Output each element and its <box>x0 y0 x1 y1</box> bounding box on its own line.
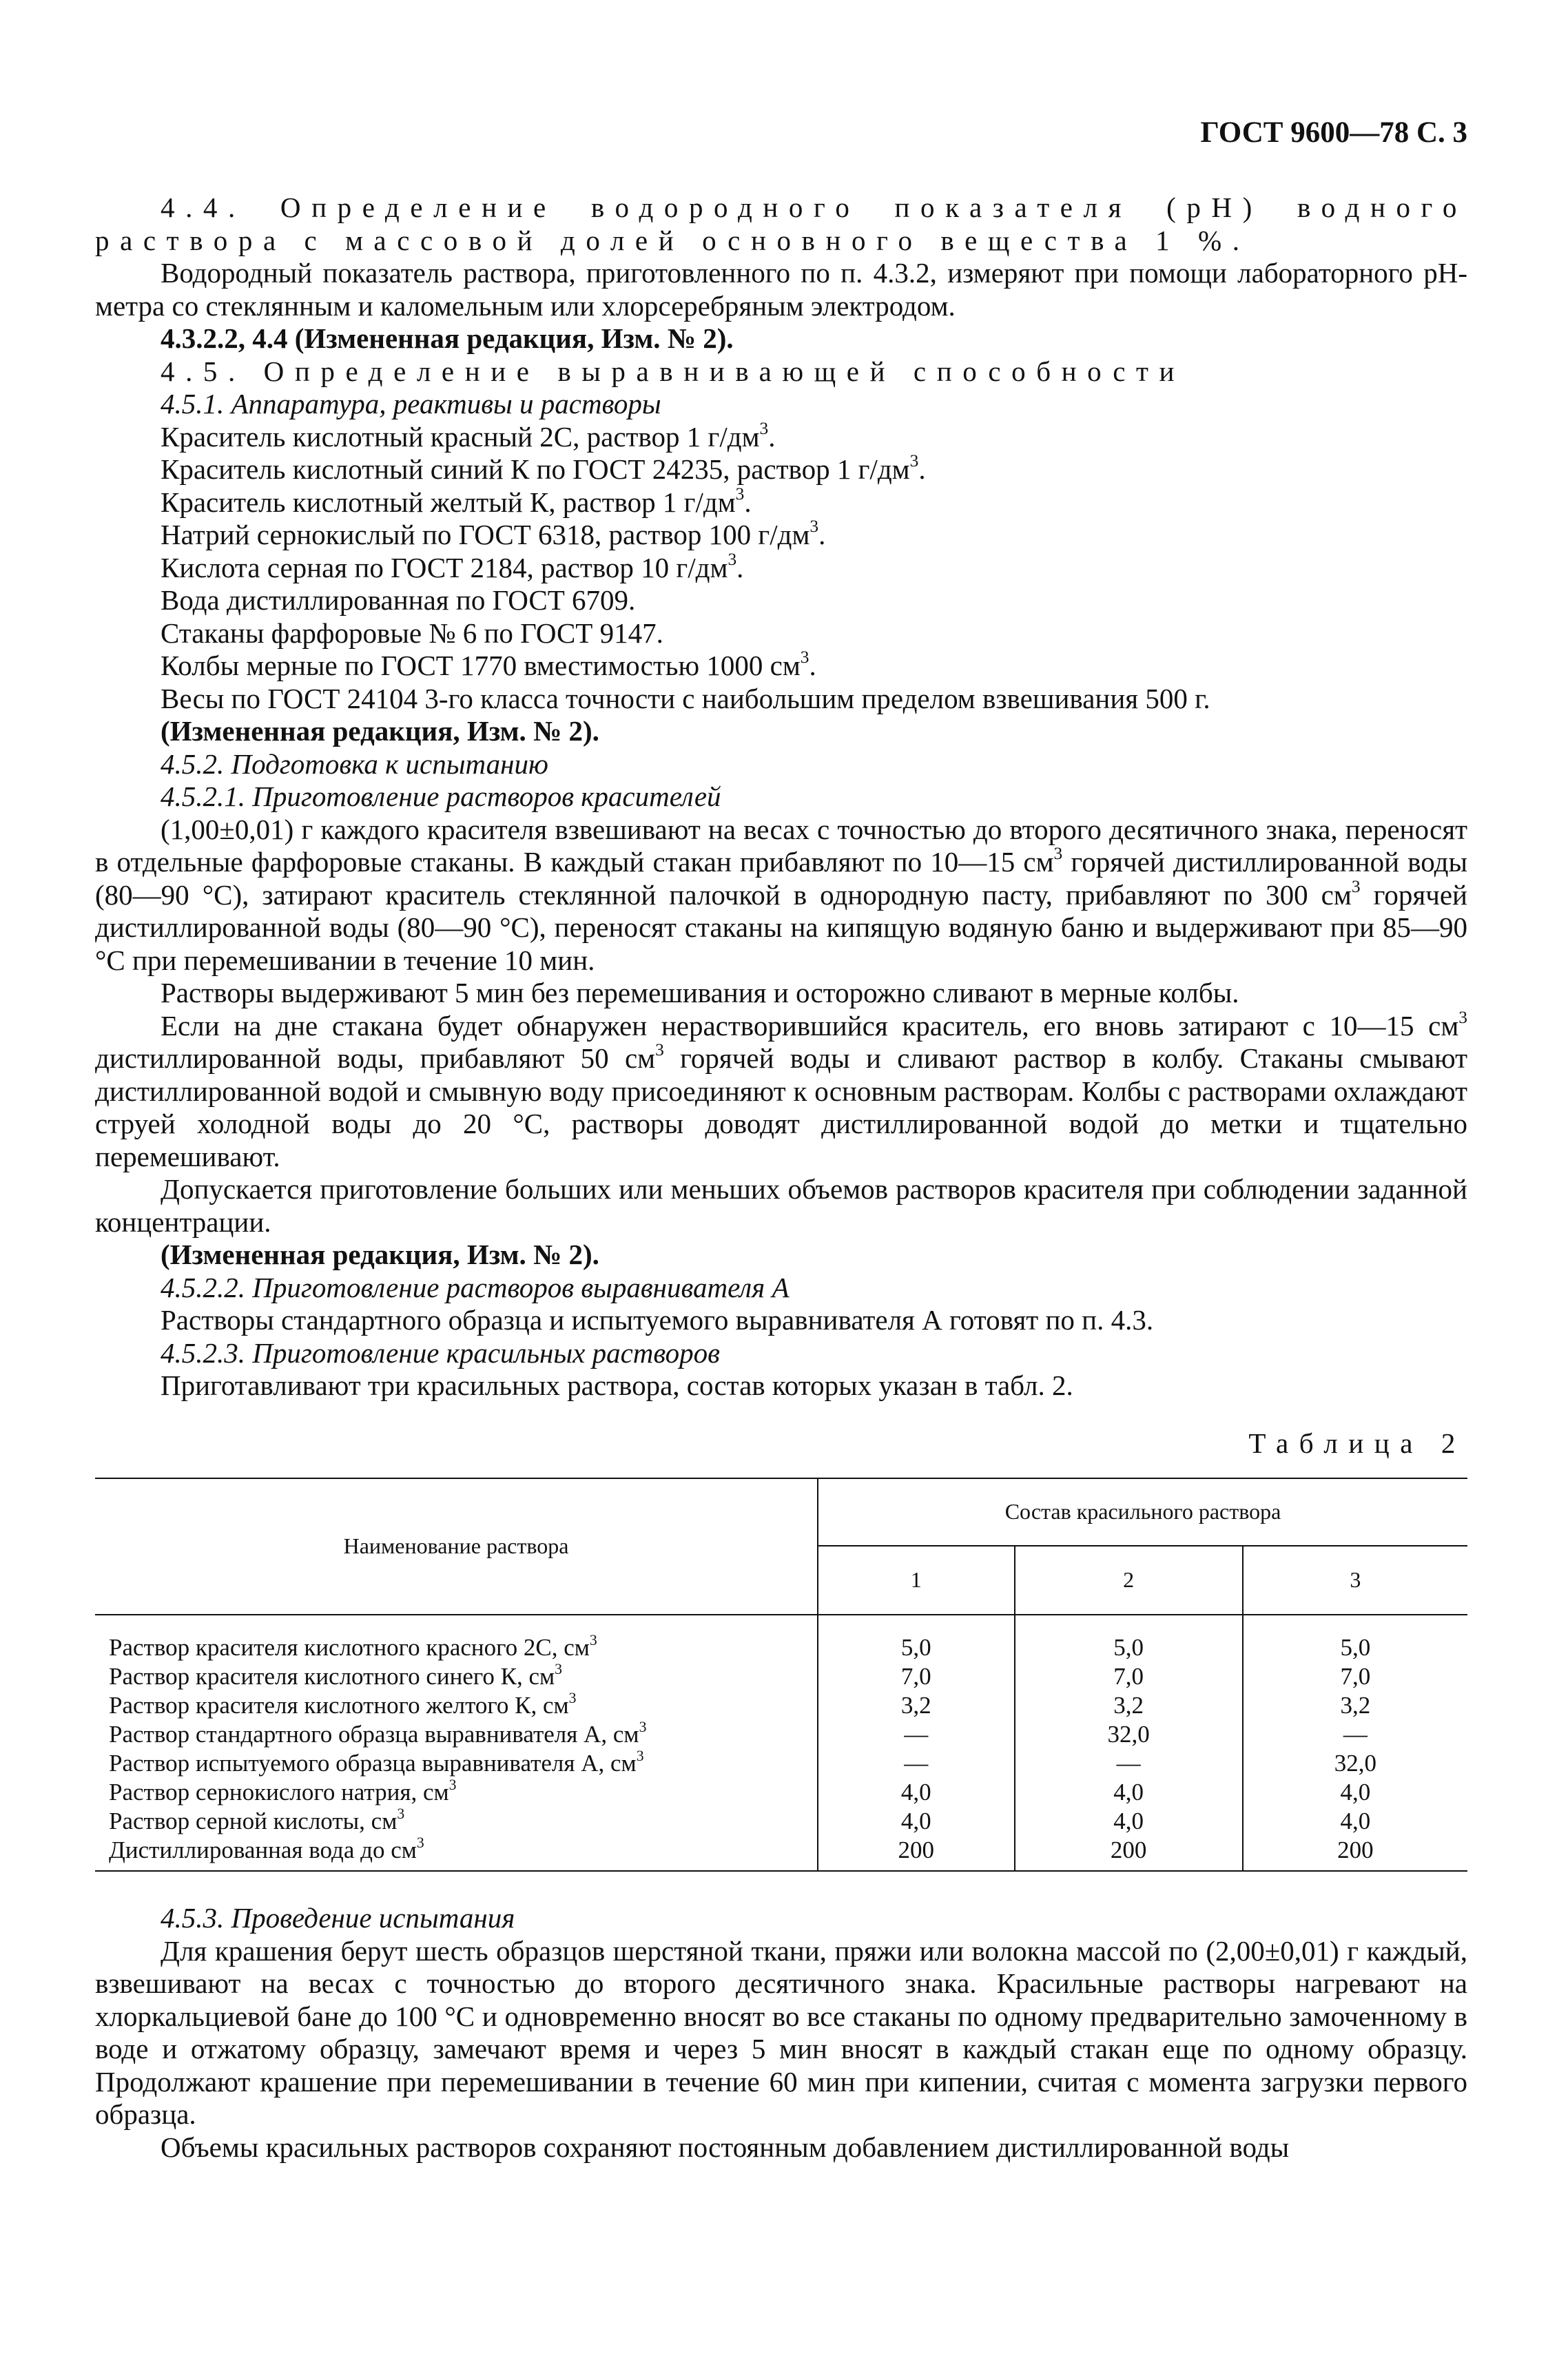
row-name: Раствор серной кислоты, $см^3$ <box>95 1807 818 1836</box>
paragraph: (1,00±0,01) г каждого красителя взвешивают на весах с точностью до второго десятичного знака, переносят в отдельные фарфоровые стаканы. В каждый стакан прибавляют по 10—15 $см^3$ горячей дистиллированной воды (80—90 °С), затирают краситель стеклянной палочкой в однородную пасту, прибавляют по 300 $см^3$ горячей дистиллированной воды (80—90 °С), переносят стаканы на кипящую водяную баню и выдерживают при 85—90 °С при перемешивании в течение 10 мин. <box>95 813 1467 976</box>
section-4-5-3-heading: 4.5.3. Проведение испытания <box>161 1902 515 1934</box>
cell-value: 3,2 <box>1340 1692 1371 1719</box>
column-group-header: Состав красильного раствора <box>818 1478 1467 1546</box>
cell-value: 32,0 <box>1015 1720 1243 1749</box>
cell-value: 200 <box>818 1836 1015 1871</box>
column-header-2: 2 <box>1015 1546 1243 1615</box>
table-row <box>95 1749 1467 1778</box>
section-4-5-2-3-heading: 4.5.2.3. Приготовление красильных растворов <box>161 1336 720 1369</box>
cell-value: — <box>904 1750 929 1777</box>
row-name: Раствор красителя кислотного красного 2С, $см^3$ <box>95 1615 818 1662</box>
paragraph: Растворы стандартного образца и испытуемого выравнивателя А готовят по п. 4.3. <box>161 1304 1154 1336</box>
cell-value: 5,0 <box>1015 1615 1243 1662</box>
section-4-4-text: Водородный показатель раствора, приготовленного по п. 4.3.2, измеряют при помощи лабораторного рН-метра со стеклянным и каломельным или хлорсеребряным электродом. <box>95 257 1467 322</box>
row-name: Дистиллированная вода до $см^3$ <box>95 1836 818 1871</box>
cell-value: 4,0 <box>1340 1779 1371 1806</box>
cell-value: 200 <box>1243 1836 1467 1871</box>
cell-value: 7,0 <box>1015 1662 1243 1691</box>
paragraph: Для крашения берут шесть образцов шерстяной ткани, пряжи или волокна массой по (2,00±0,01) г каждый, взвешивают на весах с точностью до второго десятичного знака. Красильные растворы нагревают на хлоркальциевой бане до 100 °С и одновременно вносят во все стаканы по одному предварительно замоченному в воде и отжатому образцу, замечают время и через 5 мин вносят в каждый стакан еще по одному образцу. Продолжают крашение при перемешивании в течение 60 мин при кипении, считая с момента загрузки первого образца. <box>95 1934 1467 2130</box>
row-name: Раствор испытуемого образца выравнивателя А, $см^3$ <box>95 1749 818 1778</box>
edition-note: (Измененная редакция, Изм. № 2). <box>161 715 599 747</box>
list-item: Краситель кислотный красный 2С, раствор 1 $г/дм^3$. <box>161 418 776 453</box>
section-4-4-heading: 4.4. Определение водородного показателя (рН) водного раствора с массовой долей основного вещества 1 %. <box>95 192 1467 256</box>
cell-value: 4,0 <box>1015 1807 1243 1836</box>
page-header: ГОСТ 9600—78 С. 3 <box>1200 116 1467 149</box>
list-item: Весы по ГОСТ 24104 3-го класса точности с наибольшим пределом взвешивания 500 г. <box>161 682 1210 714</box>
cell-value: 4,0 <box>1340 1808 1371 1834</box>
list-item: Колбы мерные по ГОСТ 1770 вместимостью 1000 $см^3$. <box>161 648 816 681</box>
section-4-5-1-heading: 4.5.1. Аппаратура, реактивы и растворы <box>161 388 661 420</box>
cell-value: 7,0 <box>1340 1663 1371 1690</box>
table-caption: Таблица 2 <box>1248 1427 1466 1459</box>
column-header-1: 1 <box>818 1546 1015 1615</box>
cell-value: 4,0 <box>1015 1778 1243 1807</box>
paragraph: Приготавливают три красильных раствора, состав которых указан в табл. 2. <box>161 1369 1073 1401</box>
section-4-5-2-heading: 4.5.2. Подготовка к испытанию <box>161 747 548 780</box>
row-name: Раствор красителя кислотного синего К, $см^3$ <box>95 1662 818 1691</box>
cell-value: — <box>1343 1721 1368 1748</box>
list-item: Вода дистиллированная по ГОСТ 6709. <box>161 584 636 616</box>
list-item: Натрий сернокислый по ГОСТ 6318, раствор 100 $г/дм^3$. <box>161 517 826 550</box>
row-name: Раствор сернокислого натрия, $см^3$ <box>95 1778 818 1807</box>
cell-value: 4,0 <box>900 1779 931 1806</box>
list-item: Кислота серная по ГОСТ 2184, раствор 10 $г/дм^3$. <box>161 549 744 583</box>
column-header-3: 3 <box>1243 1546 1467 1615</box>
cell-value: 5,0 <box>900 1634 931 1661</box>
list-item: Краситель кислотный синий К по ГОСТ 24235, раствор 1 $г/дм^3$. <box>161 451 926 485</box>
paragraph: Растворы выдерживают 5 мин без перемешивания и осторожно сливают в мерные колбы. <box>161 977 1239 1008</box>
cell-value: 7,0 <box>900 1663 931 1690</box>
edition-note: (Измененная редакция, Изм. № 2). <box>161 1239 599 1270</box>
table-row <box>95 1720 1467 1749</box>
section-4-5-2-2-heading: 4.5.2.2. Приготовление растворов выравнивателя А <box>161 1271 790 1303</box>
table-row <box>95 1807 1467 1836</box>
table-row <box>95 1691 1467 1720</box>
cell-value: 3,2 <box>900 1692 931 1719</box>
cell-value: 4,0 <box>900 1808 931 1834</box>
table-row <box>95 1778 1467 1807</box>
document-body <box>95 192 1467 2164</box>
list-item: Краситель кислотный желтый К, раствор 1 $г/дм^3$. <box>161 484 752 518</box>
table-row <box>95 1662 1467 1691</box>
table-row <box>95 1836 1467 1871</box>
cell-value: 200 <box>1015 1836 1243 1871</box>
paragraph: Допускается приготовление больших или меньших объемов растворов красителя при соблюдении заданной концентрации. <box>95 1173 1467 1238</box>
section-4-5-2-1-heading: 4.5.2.1. Приготовление растворов красителей <box>161 780 721 812</box>
paragraph: Объемы красильных растворов сохраняют постоянным добавлением дистиллированной воды <box>161 2131 1290 2163</box>
list-item: Стаканы фарфоровые № 6 по ГОСТ 9147. <box>161 617 663 649</box>
section-4-5-heading: 4.5. Определение выравнивающей способности <box>161 355 1186 387</box>
cell-value: 3,2 <box>1015 1691 1243 1720</box>
table-row <box>95 1615 1467 1662</box>
cell-value: — <box>904 1721 929 1748</box>
cell-value: 5,0 <box>1340 1634 1371 1661</box>
column-header-name: Наименование раствора <box>95 1478 818 1615</box>
cell-value: — <box>1015 1749 1243 1778</box>
cell-value: 32,0 <box>1334 1750 1377 1777</box>
row-name: Раствор стандартного образца выравнивателя А, $см^3$ <box>95 1720 818 1749</box>
composition-table <box>95 1478 1467 1872</box>
paragraph: Если на дне стакана будет обнаружен нерастворившийся краситель, его вновь затирают с 10—15 $см^3$ дистиллированной воды, прибавляют 50 $см^3$ горячей воды и сливают раствор в колбу. Стаканы смывают дистиллированной водой и смывную воду присоединяют к основным растворам. Колбы с растворами охлаждают струей холодной воды до 20 °С, растворы доводят дистиллированной водой до метки и тщательно перемешивают. <box>95 1007 1467 1172</box>
row-name: Раствор красителя кислотного желтого К, $см^3$ <box>95 1691 818 1720</box>
edition-note: 4.3.2.2, 4.4 (Измененная редакция, Изм. № 2). <box>161 322 734 354</box>
